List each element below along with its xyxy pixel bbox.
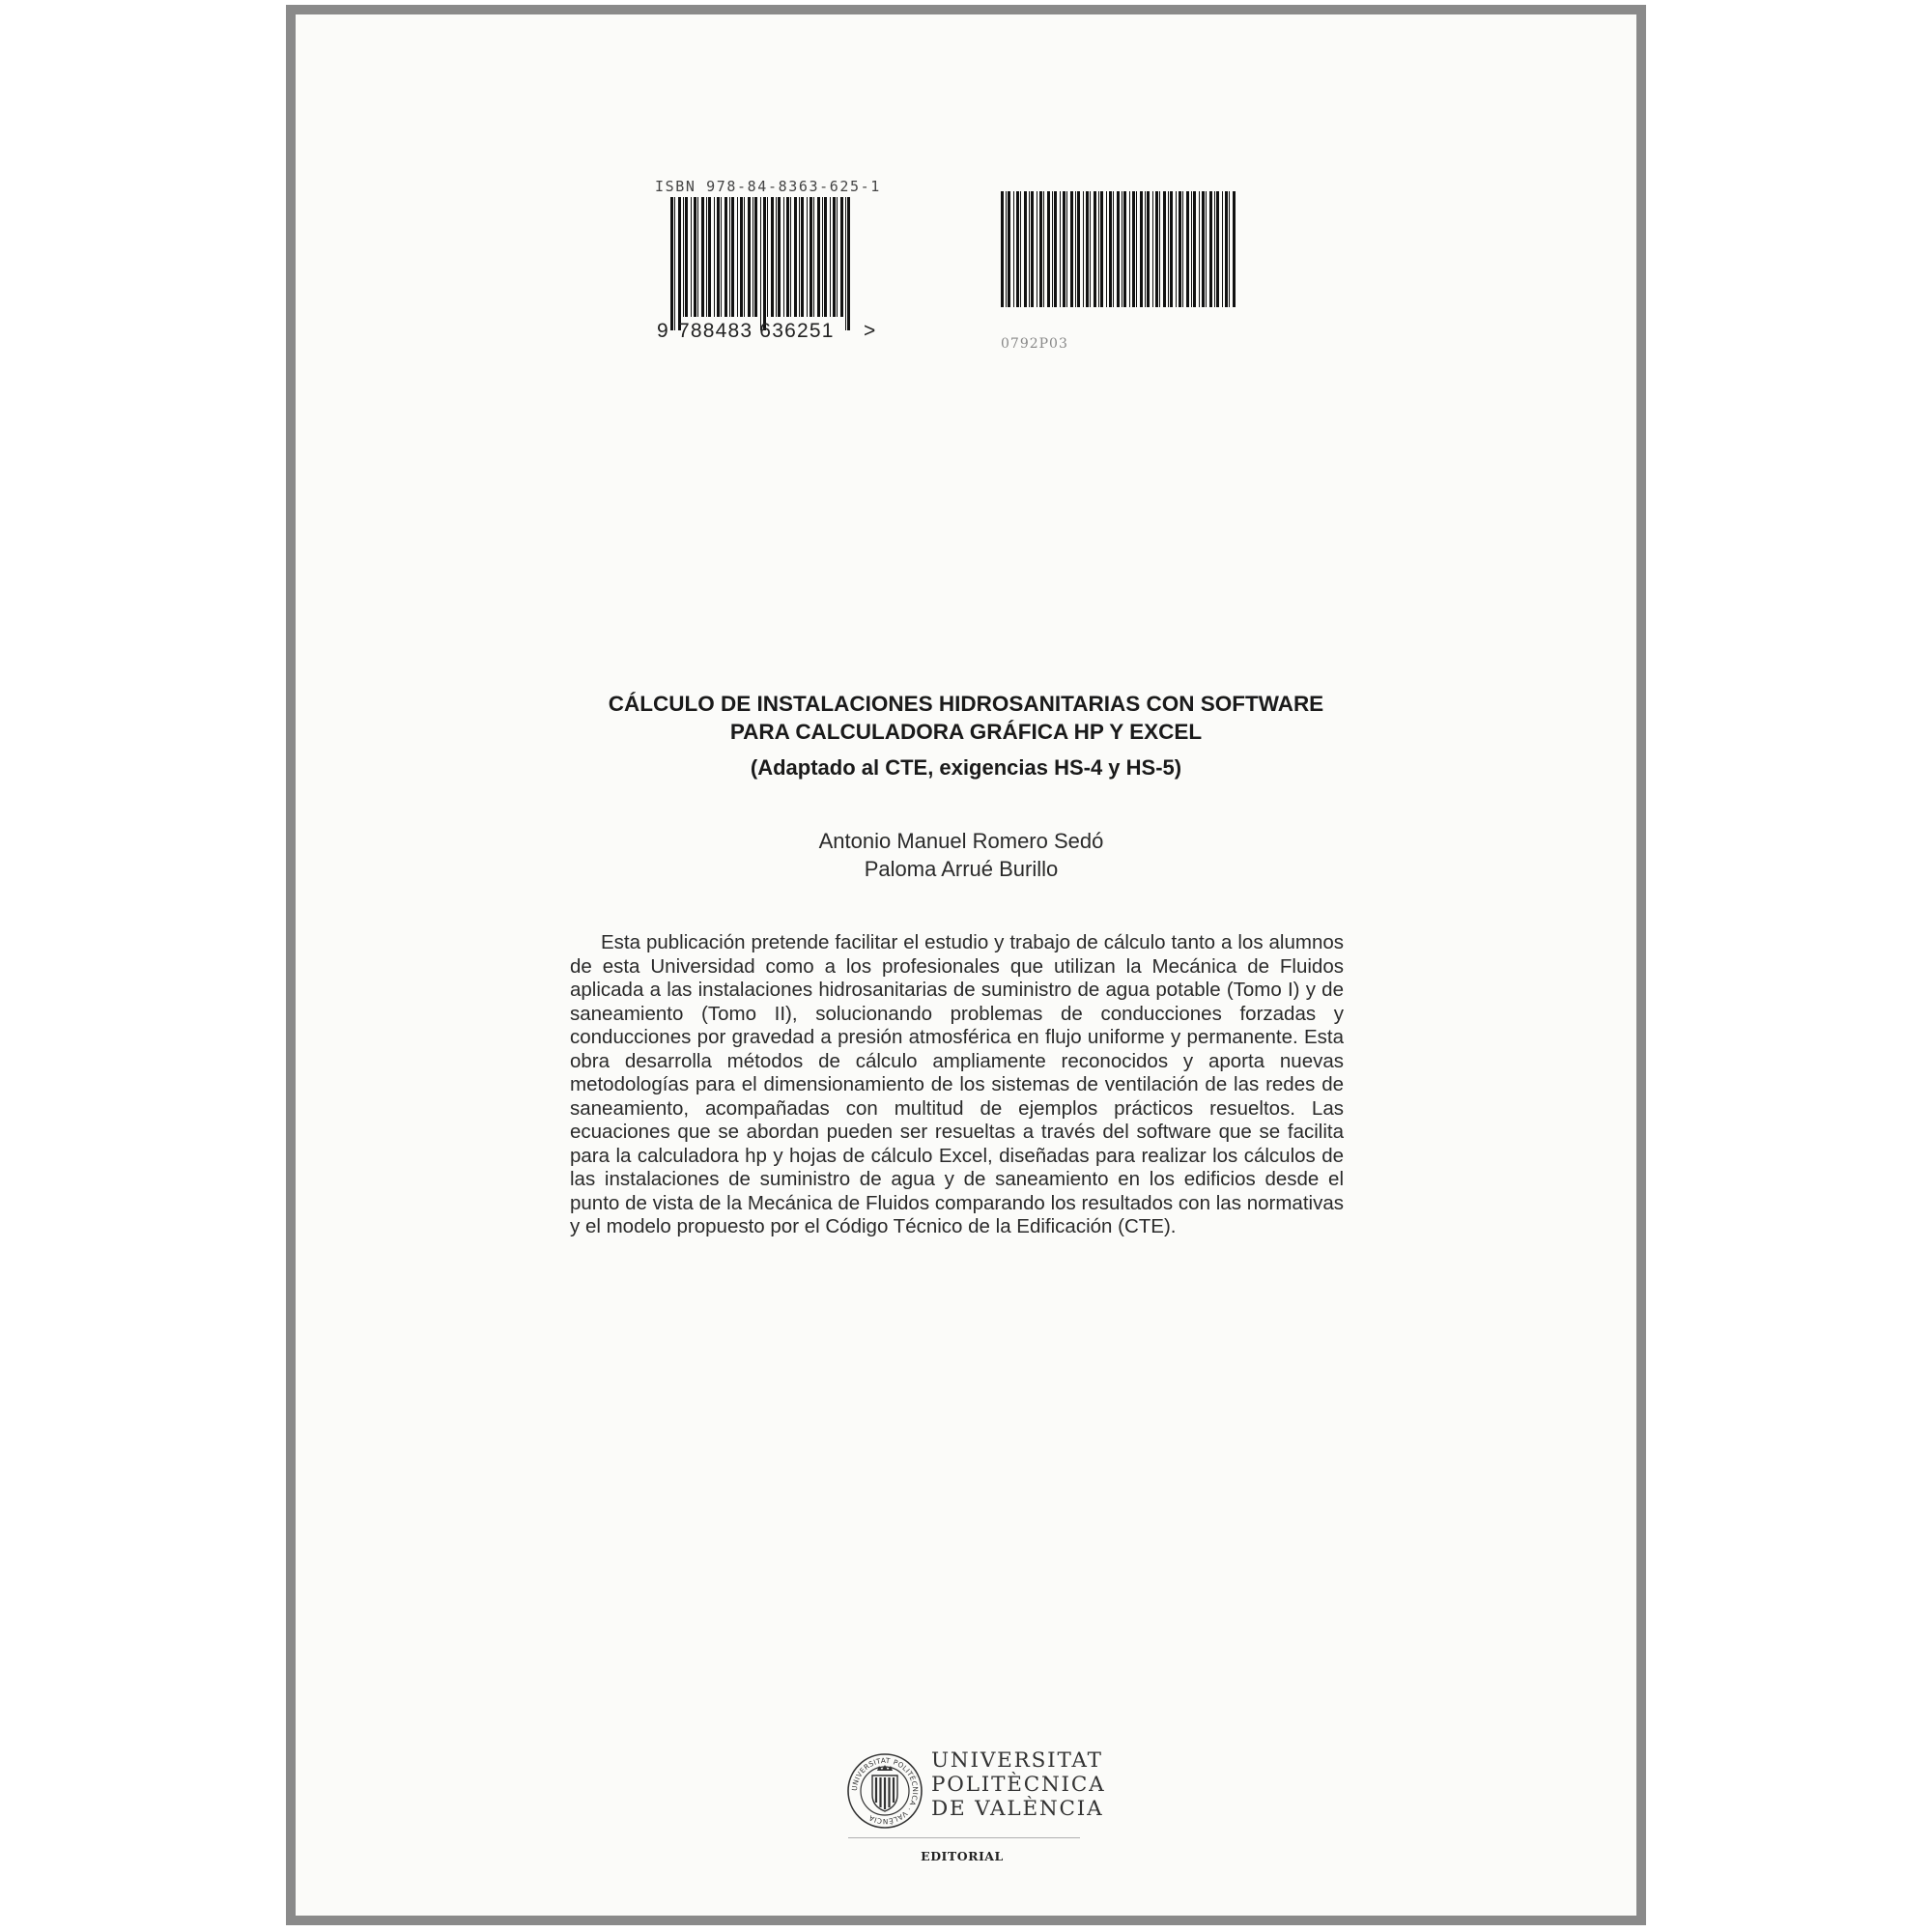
book-subtitle: (Adaptado al CTE, exigencias HS-4 y HS-5) [750,755,1182,780]
book-description: Esta publicación pretende facilitar el estudio y trabajo de cálculo tanto a los alumnos de esta Universidad como a los profesionales que utilizan la Mecánica de Fluidos aplicada a las instalaciones hidrosanitarias de suministro de agua potable (Tomo I) y de saneamiento (Tomo II), solucionando problemas de conducciones forzadas y conducciones por gravedad a presión atmosférica en flujo uniforme y permanente. Esta obra desarrolla métodos de cálculo ampliamente reconocidos y aporta nuevas metodologías para el dimensionamiento de los sistemas de ventilación de las redes de saneamiento, acompañadas con multitud de ejemplos prácticos resueltos. Las ecuaciones que se abordan pueden ser resueltas a través del software que se facilita para la calculadora hp y hojas de cálculo Excel, diseñadas para realizar los cálculos de las instalaciones de suministro de agua y de saneamiento en los edificios desde el punto de vista de la Mecánica de Fluidos comparando los resultados con las normativas y el modelo propuesto por el Código Técnico de la Edificación (CTE). [570,931,1344,1237]
barcode-bar [1186,191,1189,307]
barcode-bar [1155,191,1158,307]
university-seal-icon [846,1752,923,1830]
university-name-line: DE VALÈNCIA [931,1797,1104,1821]
barcode-bar [1106,191,1107,307]
barcode-bar [729,197,730,317]
barcode-bar [1052,191,1053,307]
barcode-bar [830,197,831,317]
barcode-bar [1140,191,1143,307]
barcode-bar [724,197,727,317]
barcode-bar [801,197,804,317]
author-name: Antonio Manuel Romero Sedó [818,829,1104,853]
barcode-bar [1100,191,1103,307]
author-list [580,827,1343,883]
barcode-bar [694,197,696,317]
publisher-division: EDITORIAL [921,1849,1004,1863]
barcode-bar [1193,191,1196,307]
barcode-bar [1063,191,1065,307]
barcode-bar [1077,191,1080,307]
book-title [541,690,1391,782]
barcode-bar [731,197,734,317]
barcode-bar [1179,191,1181,307]
barcode-bar [748,197,751,317]
barcode-bar [1109,191,1112,307]
isbn-digit-groups: 788483 636251 [678,320,835,342]
university-name-line: UNIVERSITAT [931,1748,1103,1773]
barcode-bar [847,197,850,330]
barcode-bar [1229,191,1230,307]
barcode-bar [1094,191,1096,307]
publisher-logo [846,1748,1106,1864]
barcode-bar [845,197,846,330]
barcode-bar [1182,191,1183,307]
barcode-bar [685,197,688,317]
barcode-bar [837,197,838,317]
barcode-bar [691,197,692,317]
barcode-bar [714,197,715,317]
product-code-label: 0792P03 [1001,336,1068,352]
barcode-bar [767,197,768,317]
barcode-bar [1145,191,1146,307]
isbn-barcode [668,197,856,330]
seal-ring-text: UNIVERSITAT POLITÈCNICA · VALÈNCIA [849,1755,921,1827]
barcode-bar [721,197,722,317]
barcode-bar [701,197,704,317]
barcode-bar [670,197,673,330]
barcode-bar [1214,191,1215,307]
barcode-bar [1136,191,1137,307]
barcode-bar [1016,191,1019,307]
barcode-bar [783,197,784,317]
barcode-bar [1098,191,1099,307]
barcode-bar [760,197,761,330]
title-line-2: PARA CALCULADORA GRÁFICA HP Y EXCEL [729,720,1203,744]
barcode-bar [833,197,836,317]
barcode-bar [794,197,797,317]
barcode-bar [1090,191,1091,307]
university-name [931,1748,1105,1821]
barcode-bar [1086,191,1089,307]
barcode-bar [708,197,711,317]
barcode-bar [1191,191,1192,307]
barcode-bar [678,197,681,330]
barcode-bar [1070,191,1073,307]
barcode-bar [807,197,808,317]
barcode-bar [1024,191,1027,307]
barcode-bar [1013,191,1014,307]
barcode-bar [771,197,774,317]
barcode-bar [1083,191,1084,307]
author-name: Paloma Arrué Burillo [864,857,1059,881]
publisher-divider [848,1837,1080,1838]
barcode-bar [822,197,823,317]
barcode-bar [1170,191,1173,307]
barcode-bar [1031,191,1034,307]
barcode-bar [1006,191,1007,307]
barcode-bar [1225,191,1228,307]
barcode-bar [1117,191,1120,307]
barcode-bar [1176,191,1177,307]
title-line-1: CÁLCULO DE INSTALACIONES HIDROSANITARIAS CON SOFTWARE [608,692,1324,716]
barcode-bar [1199,191,1200,307]
barcode-bar [1066,191,1067,307]
barcode-bar [1159,191,1160,307]
barcode-bar [1043,191,1044,307]
barcode-bar [1060,191,1061,307]
barcode-bar [717,197,720,317]
barcode-bar [697,197,698,317]
barcode-bar [754,197,757,317]
barcode-bar [1163,191,1166,307]
barcode-bar [1209,191,1212,307]
barcode-bar [817,197,820,317]
barcode-bar [786,197,789,317]
barcode-bar [813,197,814,317]
barcode-bar [799,197,800,317]
barcode-bar [706,197,707,317]
barcode-bar [1132,191,1135,307]
barcode-bar [840,197,843,317]
barcode-bar [1147,191,1150,307]
barcode-bar [778,197,781,317]
barcode-bar [1152,191,1153,307]
barcode-bar [1222,191,1223,307]
barcode-bar [1123,191,1126,307]
barcode-bar [1020,191,1021,307]
barcode-bar [1029,191,1030,307]
barcode-bar [1001,191,1004,307]
barcode-bar [737,197,738,317]
barcode-bar [1233,191,1236,307]
barcode-bar [810,197,812,317]
barcode-bar [1168,191,1169,307]
isbn-quiet-zone-marker: > [864,320,876,342]
barcode-bar [683,197,684,317]
product-code-barcode [999,191,1238,321]
barcode-bar [674,197,675,330]
barcode-bar [1008,191,1010,307]
barcode-bar [1075,191,1076,307]
barcode-bar [1206,191,1207,307]
barcode-bar [1054,191,1057,307]
barcode-bar [1129,191,1130,307]
isbn-first-digit: 9 [657,320,669,342]
barcode-bar [1039,191,1042,307]
barcode-bar [1202,191,1205,307]
barcode-bar [776,197,777,317]
barcode-bar [1113,191,1114,307]
isbn-label: ISBN 978-84-8363-625-1 [655,178,881,195]
barcode-bar [1047,191,1050,307]
university-name-line: POLITÈCNICA [931,1773,1106,1797]
barcode-bar [740,197,743,317]
barcode-bar [790,197,791,317]
barcode-bar [744,197,745,317]
barcode-bar [1216,191,1219,307]
barcode-bar [824,197,827,317]
barcode-bar [763,197,766,330]
